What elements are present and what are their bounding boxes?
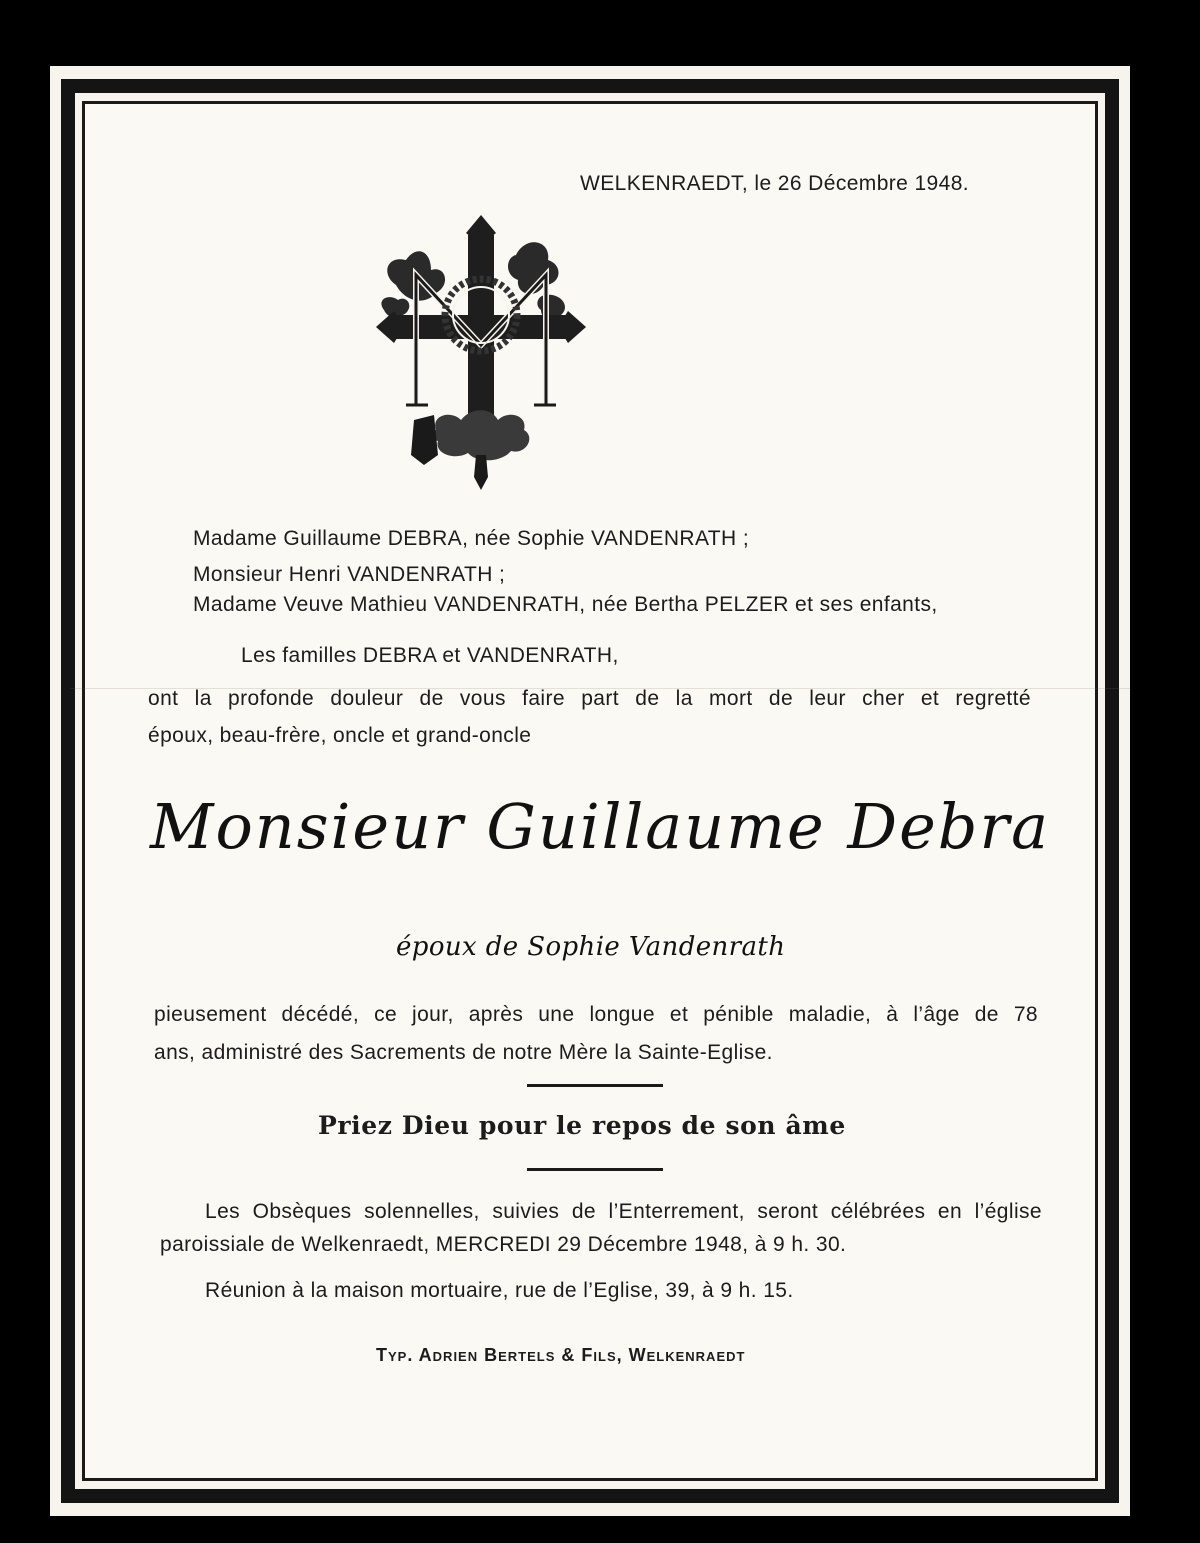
- mourner-line-2: Monsieur Henri VANDENRATH ;: [193, 563, 506, 586]
- mourner-line-3: Madame Veuve Mathieu VANDENRATH, née Bertha PELZER et ses enfants,: [193, 593, 938, 616]
- mourner-families: Les familles DEBRA et VANDENRATH,: [241, 644, 619, 667]
- funeral-line-2: paroissiale de Welkenraedt, MERCREDI 29 Décembre 1948, à 9 h. 30.: [160, 1233, 847, 1256]
- place-date: WELKENRAEDT, le 26 Décembre 1948.: [580, 172, 970, 195]
- prayer-line: Priez Dieu pour le repos de son âme: [318, 1111, 846, 1140]
- announcement-line-1: ont la profonde douleur de vous faire part de la mort de leur cher et regretté: [148, 687, 1031, 710]
- cross-monogram-m-icon: [376, 215, 586, 490]
- funeral-line-3: Réunion à la maison mortuaire, rue de l’Eglise, 39, à 9 h. 15.: [205, 1279, 794, 1302]
- deceased-name: Monsieur Guillaume Debra: [150, 790, 1051, 863]
- details-line-2: ans, administré des Sacrements de notre Mère la Sainte-Eglise.: [154, 1041, 773, 1064]
- details-line-1: pieusement décédé, ce jour, après une longue et pénible maladie, à l’âge de 78: [154, 1003, 1038, 1026]
- divider-bottom: [527, 1168, 663, 1171]
- funeral-line-1: Les Obsèques solennelles, suivies de l’Enterrement, seront célébrées en l’église: [205, 1200, 1042, 1223]
- announcement-line-2: époux, beau-frère, oncle et grand-oncle: [148, 724, 532, 747]
- mourner-line-1: Madame Guillaume DEBRA, née Sophie VANDENRATH ;: [193, 527, 750, 550]
- deceased-spouse: époux de Sophie Vandenrath: [396, 932, 786, 962]
- printer-credit: Typ. Adrien Bertels & Fils, Welkenraedt: [376, 1345, 746, 1365]
- divider-top: [527, 1084, 663, 1087]
